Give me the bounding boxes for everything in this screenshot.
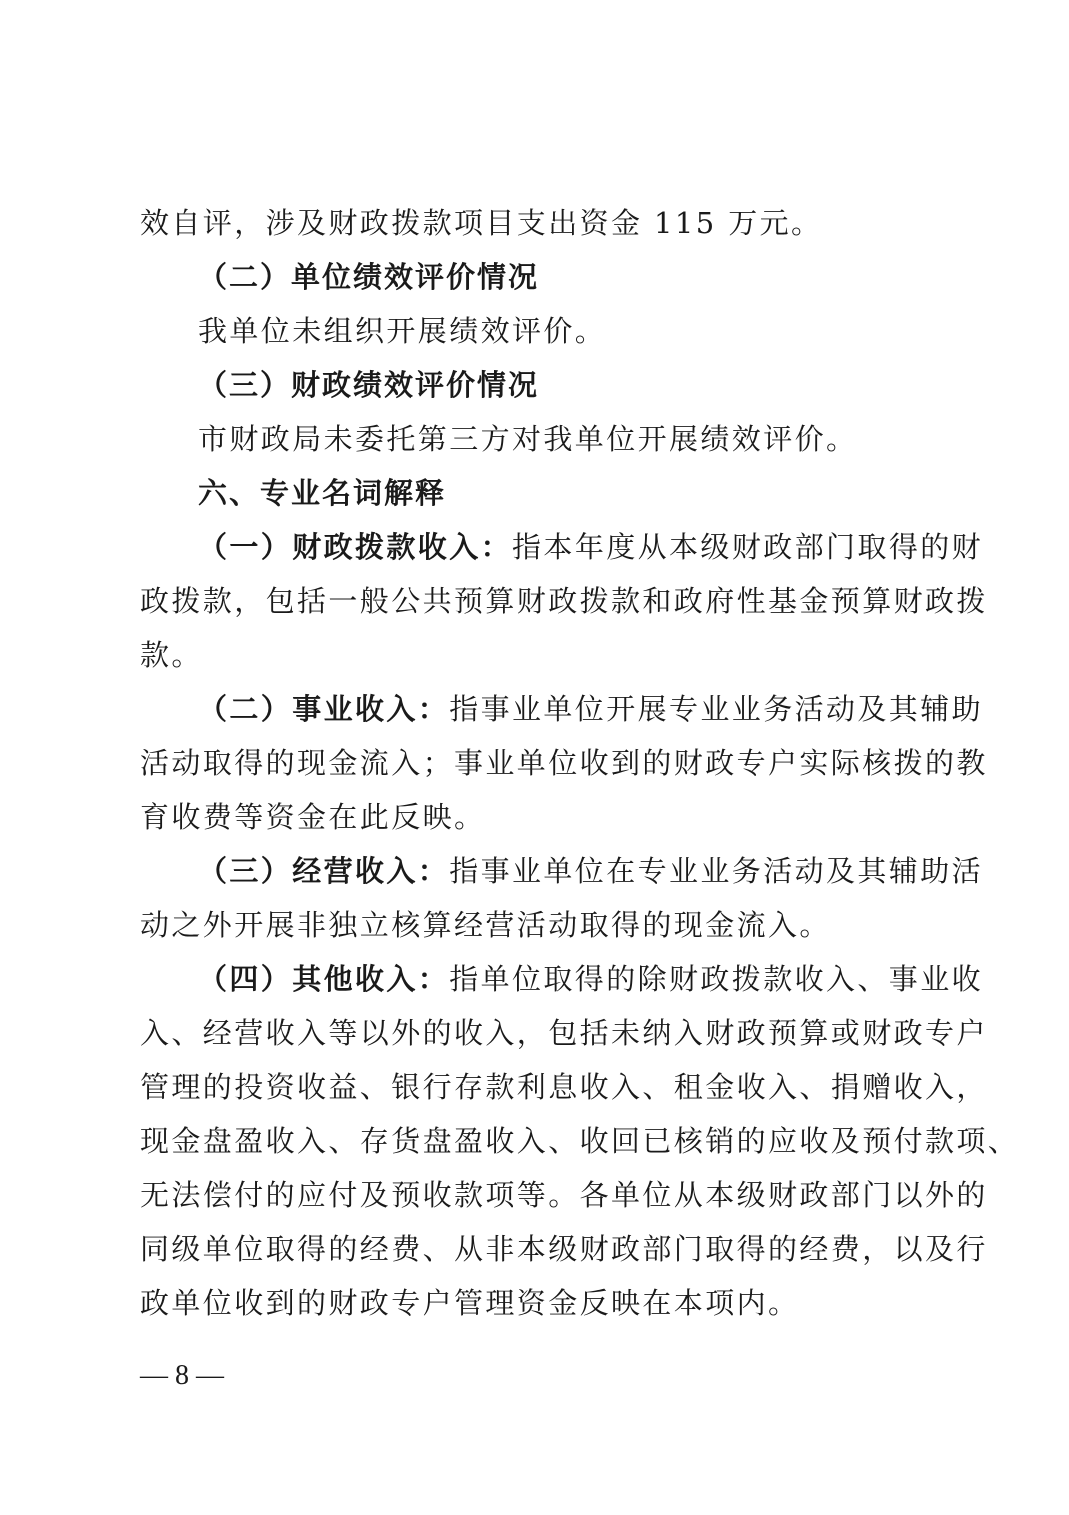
section-heading: （二）单位绩效评价情况	[198, 260, 540, 294]
term-label: （三）经营收入：	[198, 854, 450, 888]
term-label: （一）财政拨款收入：	[198, 530, 513, 564]
paragraph-line: 同级单位取得的经费、从非本级财政部门取得的经费，以及行	[140, 1232, 988, 1266]
paragraph-line: 育收费等资金在此反映。	[140, 800, 486, 834]
term-line	[198, 689, 983, 729]
page-number: — 8 —	[140, 1360, 224, 1391]
paragraph-line: 无法偿付的应付及预收款项等。各单位从本级财政部门以外的	[140, 1178, 988, 1212]
term-label: （四）其他收入：	[198, 962, 450, 996]
paragraph-line: 款。	[140, 638, 203, 672]
term-definition: 指事业单位开展专业业务活动及其辅助	[449, 692, 984, 726]
paragraph-line: 政拨款，包括一般公共预算财政拨款和政府性基金预算财政拨	[140, 584, 988, 618]
term-definition: 指单位取得的除财政拨款收入、事业收	[449, 962, 984, 996]
term-label: （二）事业收入：	[198, 692, 450, 726]
chapter-heading: 六、专业名词解释	[198, 476, 447, 510]
paragraph-line: 管理的投资收益、银行存款利息收入、租金收入、捐赠收入，	[140, 1070, 988, 1104]
paragraph-line: 活动取得的现金流入；事业单位收到的财政专户实际核拨的教	[140, 746, 988, 780]
term-line	[198, 527, 983, 567]
section-heading: （三）财政绩效评价情况	[198, 368, 540, 402]
term-definition: 指事业单位在专业业务活动及其辅助活	[449, 854, 984, 888]
paragraph-line: 入、经营收入等以外的收入，包括未纳入财政预算或财政专户	[140, 1016, 988, 1050]
term-line	[198, 959, 983, 999]
paragraph-line: 效自评，涉及财政拨款项目支出资金 115 万元。	[140, 206, 823, 240]
paragraph-line: 我单位未组织开展绩效评价。	[198, 314, 607, 348]
term-line	[198, 851, 983, 891]
term-definition: 指本年度从本级财政部门取得的财	[512, 530, 984, 564]
paragraph-line: 现金盘盈收入、存货盘盈收入、收回已核销的应收及预付款项、	[140, 1124, 1020, 1158]
paragraph-line: 动之外开展非独立核算经营活动取得的现金流入。	[140, 908, 831, 942]
paragraph-line: 政单位收到的财政专户管理资金反映在本项内。	[140, 1286, 800, 1320]
paragraph-line: 市财政局未委托第三方对我单位开展绩效评价。	[198, 422, 858, 456]
